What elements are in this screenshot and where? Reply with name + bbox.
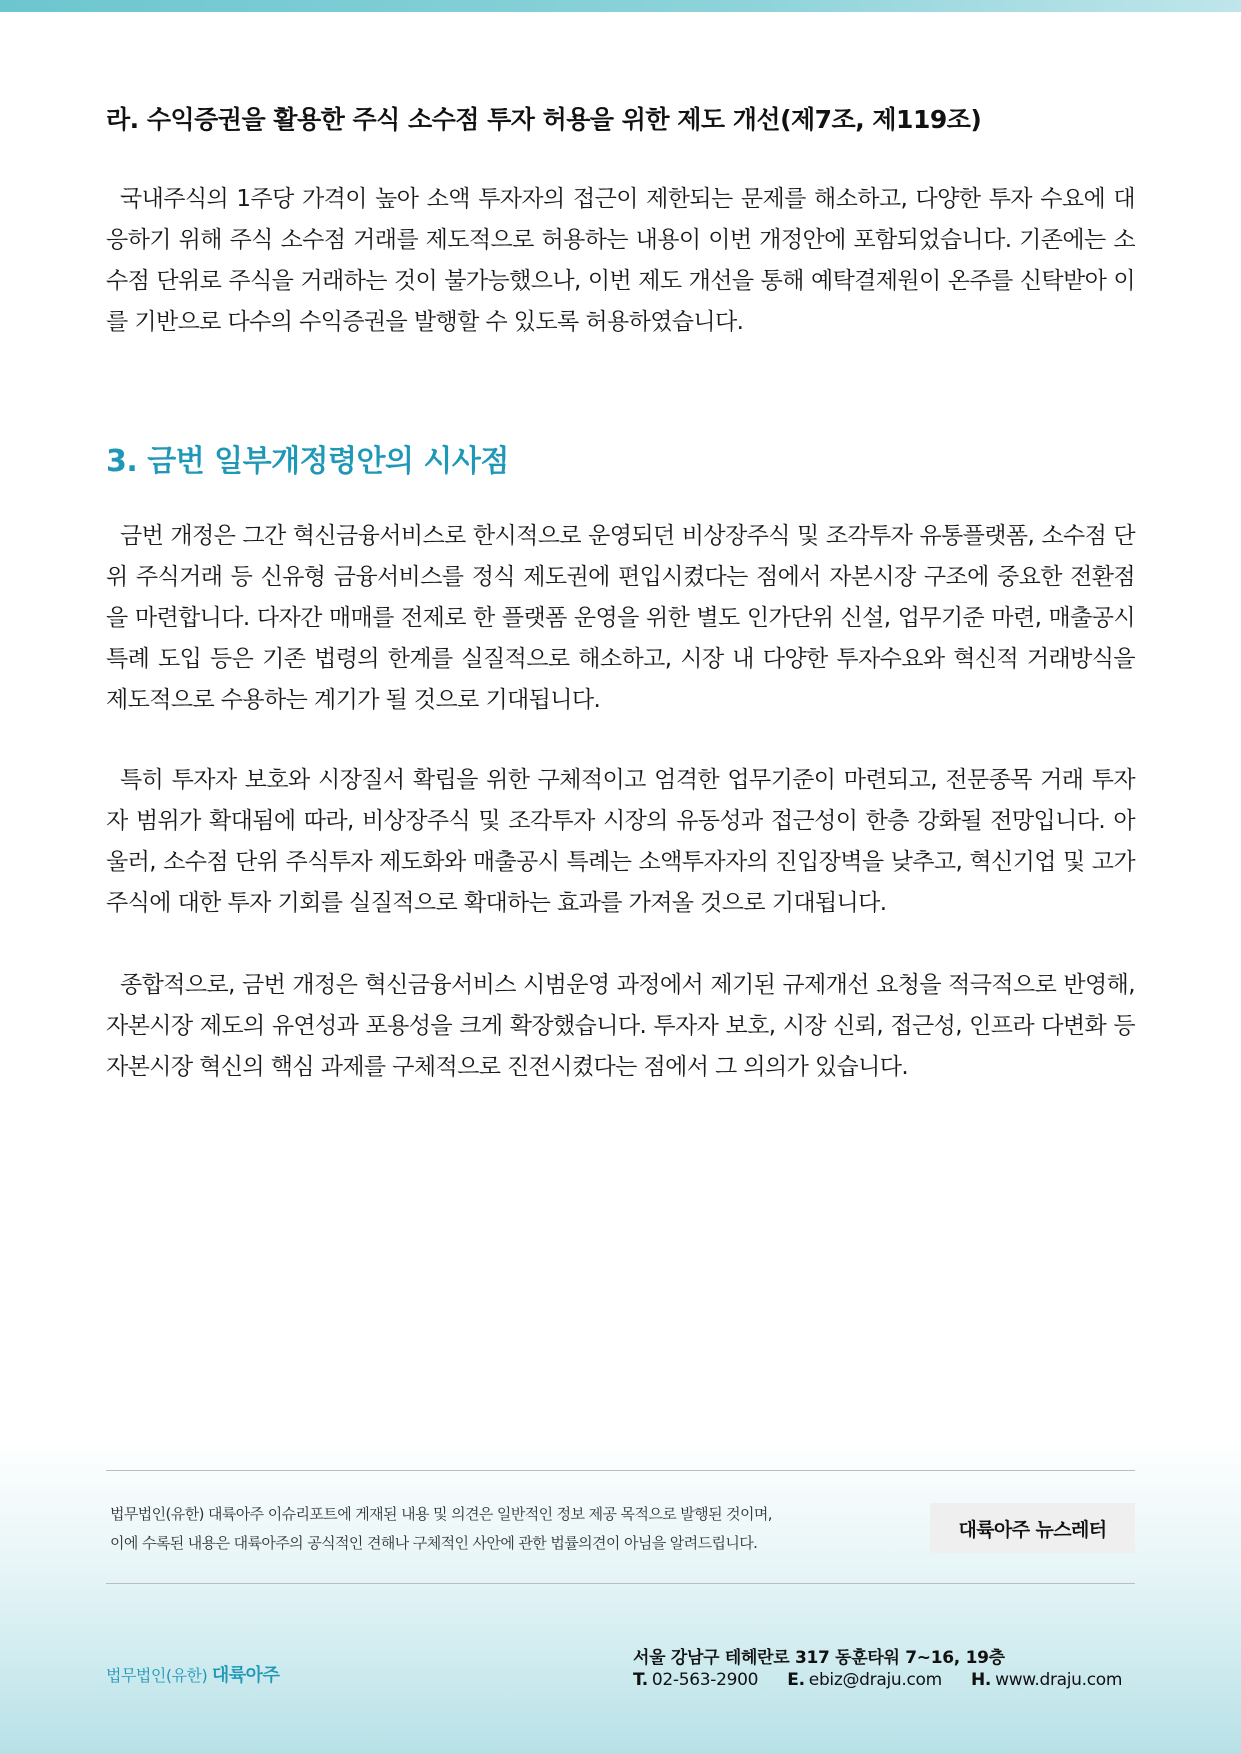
paragraph-conclusion: 종합적으로, 금번 개정은 혁신금융서비스 시범운영 과정에서 제기된 규제개선 요청을 적극적으로 반영해, 자본시장 제도의 유연성과 포용성을 크게 확장했습니다. 투자자 보호, 시장 신뢰, 접근성, 인프라 다변화 등 자본시장 혁신의 핵심 과제를 구체적으로 진전시켰다는 점에서 그 의의가 있습니다. (106, 972, 1135, 1080)
web-contact[interactable] (971, 1670, 1122, 1690)
footer-contacts (633, 1670, 1143, 1690)
paragraph-investor-protection: 특히 투자자 보호와 시장질서 확립을 위한 구체적이고 엄격한 업무기준이 마련되고, 전문종목 거래 투자자 범위가 확대됨에 따라, 비상장주식 및 조각투자 시장의 유동성과 접근성이 한층 강화될 전망입니다. 아울러, 소수점 단위 주식투자 제도화와 매출공시 특례는 소액투자자의 진입장벽을 낮추고, 혁신기업 및 고가주식에 대한 투자 기회를 실질적으로 확대하는 효과를 가져올 것으로 기대됩니다. (106, 767, 1135, 916)
phone-contact (633, 1670, 763, 1690)
website-link[interactable]: www.draju.com (995, 1670, 1123, 1690)
phone-number: 02-563-2900 (651, 1670, 759, 1690)
email-address[interactable]: ebiz@draju.com (808, 1670, 942, 1690)
top-accent-bar (0, 0, 1241, 12)
subsection-heading: 라. 수익증권을 활용한 주식 소수점 투자 허용을 위한 제도 개선(제7조, 제119조) (106, 105, 982, 134)
footer-divider-top (106, 1470, 1135, 1471)
disclaimer (110, 1500, 830, 1558)
newsletter-button[interactable]: 대륙아주 뉴스레터 (930, 1503, 1135, 1553)
web-label: H. (971, 1670, 992, 1690)
footer-address: 서울 강남구 테헤란로 317 동훈타워 7~16, 19층 (633, 1648, 1005, 1668)
phone-label: T. (633, 1670, 648, 1690)
email-label: E. (787, 1670, 805, 1690)
brand-name: 대륙아주 (211, 1665, 280, 1686)
disclaimer-line-2: 이에 수록된 내용은 대륙아주의 공식적인 견해나 구체적인 사안에 관한 법률의견이 아님을 알려드립니다. (110, 1534, 758, 1552)
footer-brand (106, 1661, 279, 1687)
brand-prefix: 법무법인(유한) (106, 1666, 208, 1685)
section-title: 3. 금번 일부개정령안의 시사점 (106, 444, 509, 479)
disclaimer-line-1: 법무법인(유한) 대륙아주 이슈리포트에 게재된 내용 및 의견은 일반적인 정보 제공 목적으로 발행된 것이며, (110, 1505, 772, 1523)
footer-divider-bottom (106, 1583, 1135, 1584)
email-contact[interactable] (787, 1670, 947, 1690)
footer-background (0, 1440, 1241, 1754)
paragraph-fractional-shares: 국내주식의 1주당 가격이 높아 소액 투자자의 접근이 제한되는 문제를 해소하고, 다양한 투자 수요에 대응하기 위해 주식 소수점 거래를 제도적으로 허용하는 내용이 이번 개정안에 포함되었습니다. 기존에는 소수점 단위로 주식을 거래하는 것이 불가능했으나, 이번 제도 개선을 통해 예탁결제원이 온주를 신탁받아 이를 기반으로 다수의 수익증권을 발행할 수 있도록 허용하였습니다. (106, 186, 1135, 335)
paragraph-implications: 금번 개정은 그간 혁신금융서비스로 한시적으로 운영되던 비상장주식 및 조각투자 유통플랫폼, 소수점 단위 주식거래 등 신유형 금융서비스를 정식 제도권에 편입시켰다는 점에서 자본시장 구조에 중요한 전환점을 마련합니다. 다자간 매매를 전제로 한 플랫폼 운영을 위한 별도 인가단위 신설, 업무기준 마련, 매출공시 특례 도입 등은 기존 법령의 한계를 실질적으로 해소하고, 시장 내 다양한 투자수요와 혁신적 거래방식을 제도적으로 수용하는 계기가 될 것으로 기대됩니다. (106, 523, 1135, 713)
